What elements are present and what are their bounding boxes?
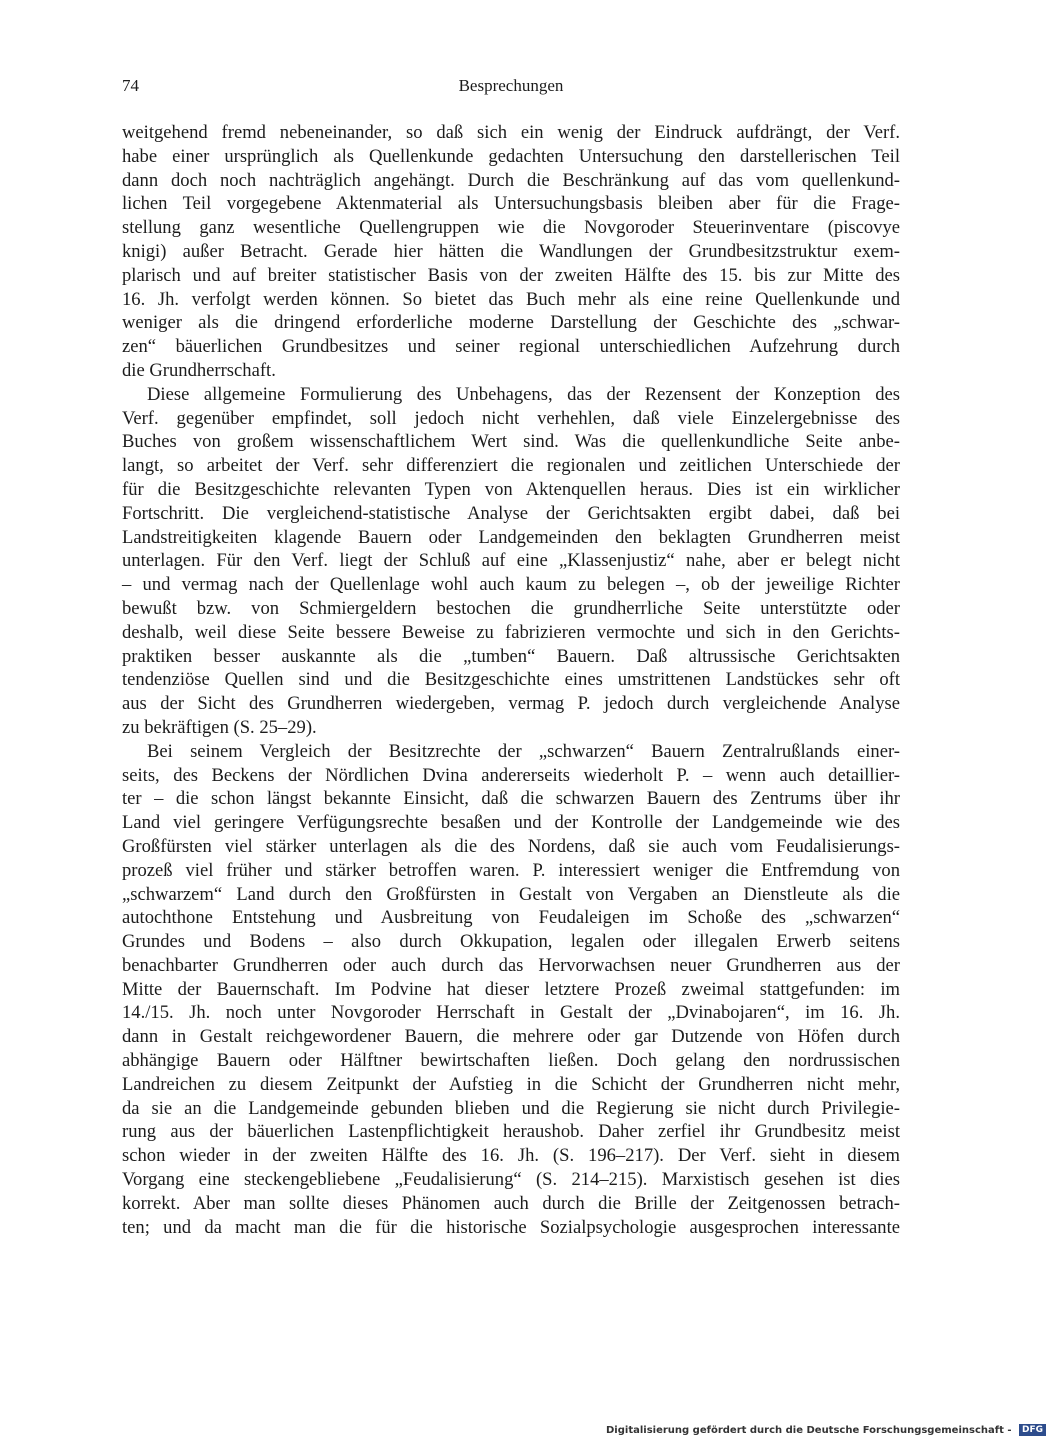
paragraph (122, 121, 900, 383)
text-line: plarisch und auf breiter statistischer Basis von der zweiten Hälfte des 15. bis zur Mitte des (122, 264, 900, 286)
dfg-logo: DFG (1019, 1424, 1046, 1436)
text-line: da sie an die Landgemeinde gebunden blieben und die Regierung sie nicht durch Privilegie- (122, 1097, 900, 1119)
text-line: Diese allgemeine Formulierung des Unbehagens, das der Rezensent der Konzeption des (147, 383, 900, 405)
text-line: deshalb, weil diese Seite bessere Beweise zu fabrizieren vermochte und sich in den Gerichts- (122, 621, 900, 643)
text-line: dann in Gestalt reichgewordener Bauern, die mehrere oder gar Dutzende von Höfen durch (122, 1026, 900, 1048)
text-line: ten; und da macht man die für die historische Sozialpsychologie ausgesprochen interessante (122, 1216, 900, 1238)
text-line: weitgehend fremd nebeneinander, so daß sich ein wenig der Eindruck aufdrängt, der Verf. (122, 122, 900, 143)
text-line: – und vermag nach der Quellenlage wohl auch kaum zu belegen –, ob der jeweilige Richter (122, 574, 900, 596)
text-line: Buches von großem wissenschaftlichem Wert sind. Was die quellenkundliche Seite anbe- (122, 431, 900, 453)
text-line: prozeß viel früher und stärker betroffen waren. P. interessiert weniger die Entfremdung von (122, 859, 900, 881)
text-line: die Grundherrschaft. (122, 359, 276, 381)
digitization-footer (606, 1424, 1046, 1438)
text-line: praktiken besser auskannte als die „tumben“ Bauern. Daß altrussische Gerichtsakten (122, 645, 900, 667)
text-line: weniger als die dringend erforderliche moderne Darstellung der Geschichte des „schwar- (122, 312, 900, 334)
paragraph (122, 383, 900, 740)
text-line: Grundes und Bodens – also durch Okkupation, legalen oder illegalen Erwerb seitens (122, 931, 900, 953)
text-line: langt, so arbeitet der Verf. sehr differenziert die regionalen und zeitlichen Unterschiede der (122, 455, 900, 477)
paragraph (122, 740, 900, 1240)
text-line: seits, des Beckens der Nördlichen Dvina andererseits wiederholt P. – wenn auch detaillier- (122, 764, 900, 786)
text-line: Fortschritt. Die vergleichend-statistische Analyse der Gerichtsakten ergibt dabei, daß bei (122, 502, 900, 524)
running-head: Besprechungen (458, 76, 564, 95)
text-line: aus der Sicht des Grundherren wiedergeben, vermag P. jedoch durch vergleichende Analyse (122, 693, 900, 715)
text-line: dann doch noch nachträglich angehängt. Durch die Beschränkung auf das vom quellenkund- (122, 169, 900, 191)
page-number: 74 (122, 76, 139, 95)
text-line: rung aus der bäuerlichen Lastenpflichtigkeit heraushob. Daher zerfiel ihr Grundbesitz meist (122, 1121, 900, 1143)
text-line: zen“ bäuerlichen Grundbesitzes und seiner regional unterschiedlichen Aufzehrung durch (122, 336, 900, 358)
text-line: schon wieder in der zweiten Hälfte des 16. Jh. (S. 196–217). Der Verf. sieht in diesem (122, 1145, 900, 1167)
text-line: „schwarzem“ Land durch den Großfürsten in Gestalt von Vergaben an Dienstleute als die (122, 883, 900, 905)
text-line: für die Besitzgeschichte relevanten Typen von Aktenquellen heraus. Dies ist ein wirklicher (122, 478, 900, 500)
text-line: benachbarter Grundherren oder auch durch das Hervorwachsen neuer Grundherren aus der (122, 954, 900, 976)
text-line: Großfürsten viel stärker unterlagen als die des Nordens, daß sie auch vom Feudalisierungs- (122, 835, 900, 857)
text-line: 16. Jh. verfolgt werden können. So bietet das Buch mehr als eine reine Quellenkunde und (122, 288, 900, 310)
text-line: autochthone Entstehung und Ausbreitung von Feudaleigen im Schoße des „schwarzen“ (122, 907, 900, 929)
text-line: tendenziöse Quellen sind und die Besitzgeschichte eines umstrittenen Landstückes sehr oft (122, 669, 900, 691)
text-line: abhängige Bauern oder Hälftner bewirtschaften ließen. Doch gelang den nordrussischen (122, 1050, 900, 1072)
text-line: Land viel geringere Verfügungsrechte besaßen und der Kontrolle der Landgemeinde wie des (122, 812, 900, 834)
text-line: zu bekräftigen (S. 25–29). (122, 716, 317, 738)
body-text (122, 121, 900, 1239)
text-line: ter – die schon längst bekannte Einsicht, daß die schwarzen Bauern des Zentrums über ihr (122, 788, 900, 810)
text-line: stellung ganz wesentliche Quellengruppen wie die Novgoroder Steuerinventare (piscovye (122, 217, 900, 239)
text-line: habe einer ursprünglich als Quellenkunde gedachten Untersuchung den darstellerischen Teil (122, 145, 900, 167)
text-line: korrekt. Aber man sollte dieses Phänomen auch durch die Brille der Zeitgenossen betrach- (122, 1192, 900, 1214)
text-line: Landreichen zu diesem Zeitpunkt der Aufstieg in die Schicht der Grundherren nicht mehr, (122, 1073, 900, 1095)
text-line: lichen Teil vorgegebene Aktenmaterial als Untersuchungsbasis bleiben aber für die Frage- (122, 193, 900, 215)
footer-credit: Digitalisierung gefördert durch die Deutsche Forschungsgemeinschaft - (606, 1425, 1012, 1436)
text-line: Vorgang eine steckengebliebene „Feudalisierung“ (S. 214–215). Marxistisch gesehen ist dies (122, 1169, 900, 1191)
text-line: Mitte der Bauernschaft. Im Podvine hat dieser letztere Prozeß zweimal stattgefunden: im (122, 978, 900, 1000)
text-line: bewußt bzw. von Schmiergeldern bestochen die grundherrliche Seite unterstützte oder (122, 597, 900, 619)
text-line: Verf. gegenüber empfindet, soll jedoch nicht verhehlen, daß viele Einzelergebnisse des (122, 407, 900, 429)
text-line: Landstreitigkeiten klagende Bauern oder Landgemeinden den beklagten Grundherren meist (122, 526, 900, 548)
text-line: Bei seinem Vergleich der Besitzrechte der „schwarzen“ Bauern Zentralrußlands einer- (147, 740, 900, 762)
text-line: unterlagen. Für den Verf. liegt der Schluß auf eine „Klassenjustiz“ nahe, aber er belegt nicht (122, 550, 900, 572)
text-line: 14./15. Jh. noch unter Novgoroder Herrschaft in Gestalt der „Dvinabojaren“, im 16. Jh. (122, 1002, 900, 1024)
text-line: knigi) außer Betracht. Gerade hier hätten die Wandlungen der Grundbesitzstruktur exem- (122, 240, 900, 262)
